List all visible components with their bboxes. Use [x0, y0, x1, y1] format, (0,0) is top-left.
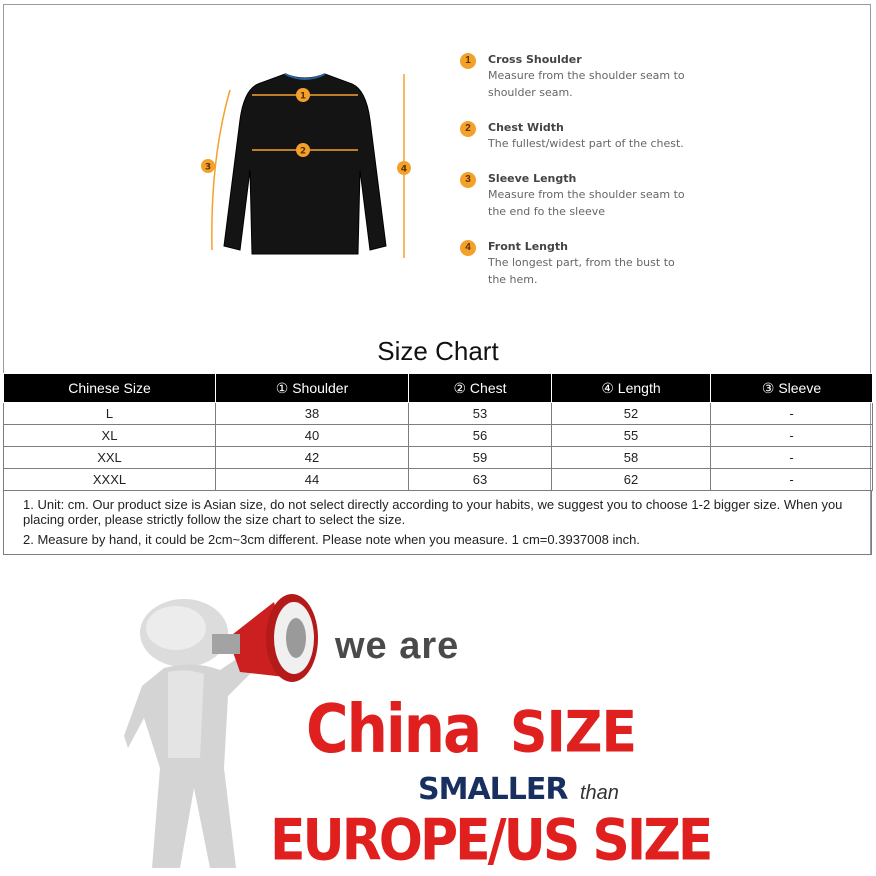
size-chart-table — [3, 373, 873, 491]
svg-text:4: 4 — [400, 164, 408, 175]
table-cell: 53 — [409, 403, 552, 425]
table-cell: 44 — [216, 469, 409, 491]
shirt-measurement-illustration — [190, 60, 430, 270]
svg-text:1: 1 — [299, 91, 307, 102]
column-header-size: Chinese Size — [4, 374, 216, 403]
table-cell: 59 — [409, 447, 552, 469]
banner-size-text: SIZE — [510, 700, 637, 766]
table-cell: XXXL — [4, 469, 216, 491]
guide-description: Measure from the shoulder seam to shoulder seam. — [488, 69, 685, 99]
table-cell: 52 — [552, 403, 711, 425]
guide-item-chest-width — [460, 120, 740, 152]
table-cell: 42 — [216, 447, 409, 469]
banner-china-text: China — [306, 690, 481, 769]
guide-title: Chest Width — [488, 121, 564, 134]
table-row — [4, 469, 873, 491]
guide-item-front-length — [460, 239, 740, 288]
table-cell: 63 — [409, 469, 552, 491]
banner-europe-us-size-text: EUROPE/US SIZE — [270, 808, 711, 874]
table-header-row — [4, 374, 873, 403]
column-header-shoulder: ① Shoulder — [216, 374, 409, 403]
table-row — [4, 447, 873, 469]
number-badge-icon: 1 — [460, 53, 476, 69]
guide-description: The fullest/widest part of the chest. — [488, 137, 684, 150]
table-cell: L — [4, 403, 216, 425]
marker-2 — [296, 143, 310, 157]
guide-title: Sleeve Length — [488, 172, 577, 185]
column-header-length: ④ Length — [552, 374, 711, 403]
table-cell: 55 — [552, 425, 711, 447]
guide-title: Front Length — [488, 240, 568, 253]
banner-than-text: than — [580, 782, 619, 804]
marker-3 — [201, 159, 215, 173]
number-badge-icon: 3 — [460, 172, 476, 188]
table-cell: XXL — [4, 447, 216, 469]
marker-1 — [296, 88, 310, 102]
svg-text:3: 3 — [204, 162, 212, 173]
guide-title: Cross Shoulder — [488, 53, 582, 66]
note-measure: 2. Measure by hand, it could be 2cm~3cm different. Please note when you measure. 1 cm=0.3937008 inch. — [23, 532, 640, 547]
column-header-chest: ② Chest — [409, 374, 552, 403]
size-chart-title: Size Chart — [377, 336, 499, 366]
note-unit: 1. Unit: cm. Our product size is Asian size, do not select directly according to your habits, we suggest you to choose 1-2 bigger size. When you placing order, please strictly follow the size chart to select the size. — [23, 497, 843, 527]
number-badge-icon: 4 — [460, 240, 476, 256]
table-cell: 40 — [216, 425, 409, 447]
guide-description: Measure from the shoulder seam to the end fo the sleeve — [488, 188, 685, 218]
banner-we-are-text: we are — [335, 625, 460, 667]
table-cell: 58 — [552, 447, 711, 469]
size-chart-notes — [3, 491, 872, 555]
guide-item-sleeve-length — [460, 171, 740, 220]
number-badge-icon: 2 — [460, 121, 476, 137]
table-row — [4, 403, 873, 425]
measurement-guide — [460, 52, 740, 307]
table-cell: - — [711, 469, 873, 491]
table-cell: - — [711, 425, 873, 447]
table-cell: - — [711, 447, 873, 469]
table-cell: - — [711, 403, 873, 425]
table-cell: XL — [4, 425, 216, 447]
column-header-sleeve: ③ Sleeve — [711, 374, 873, 403]
table-cell: 62 — [552, 469, 711, 491]
guide-item-cross-shoulder — [460, 52, 740, 101]
banner-smaller-text: SMALLER — [418, 772, 568, 807]
table-row — [4, 425, 873, 447]
table-cell: 38 — [216, 403, 409, 425]
guide-description: The longest part, from the bust to the hem. — [488, 256, 675, 286]
table-cell: 56 — [409, 425, 552, 447]
svg-text:2: 2 — [299, 146, 307, 157]
marker-4 — [397, 161, 411, 175]
